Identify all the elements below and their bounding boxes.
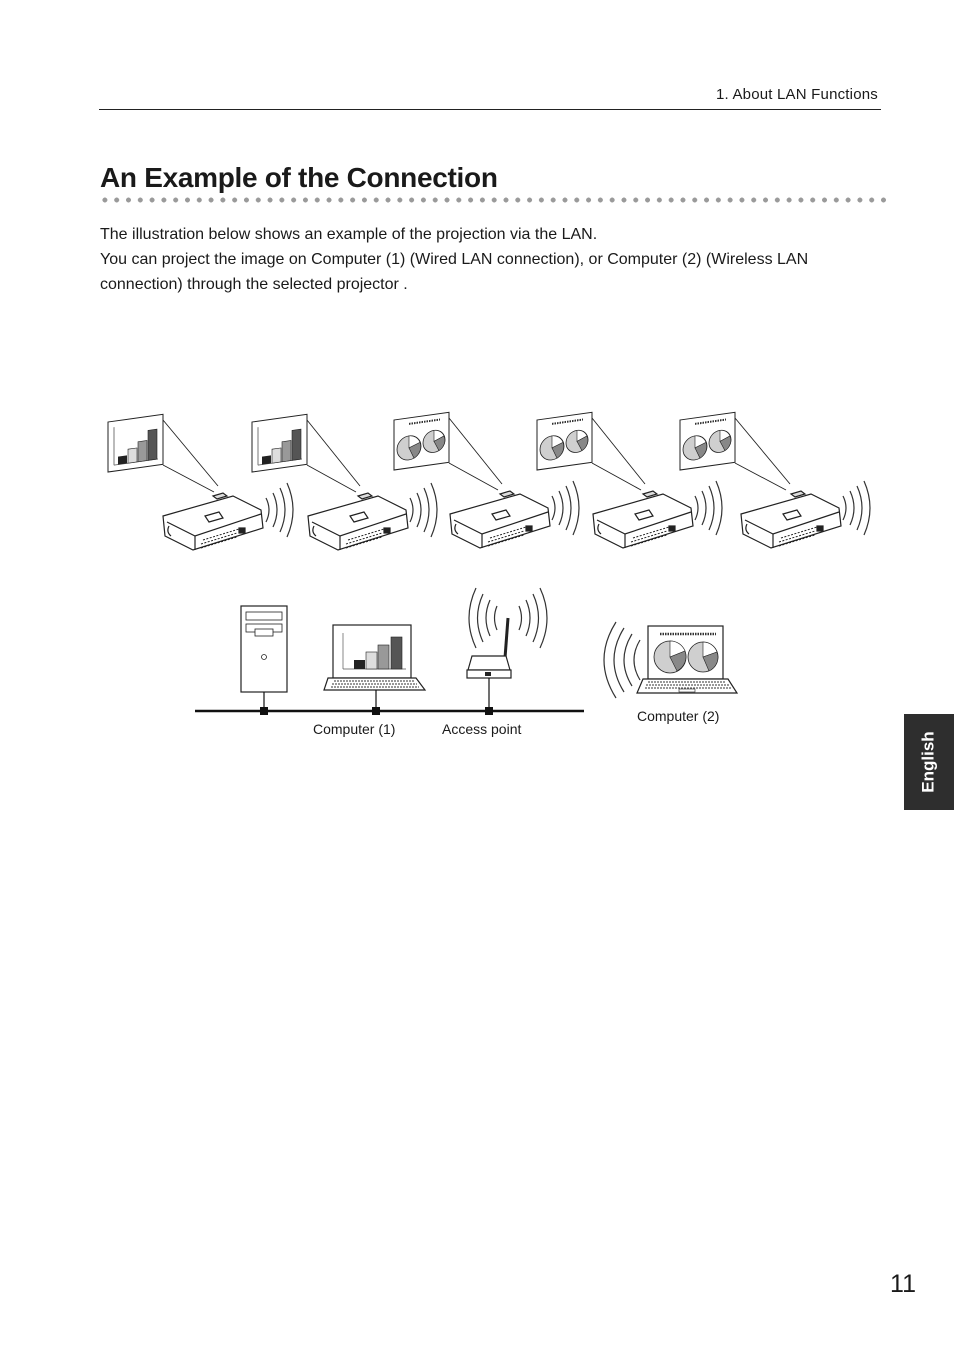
page-number: 11 — [890, 1270, 916, 1298]
projector-icon — [741, 491, 841, 548]
caption-access-point: Access point — [442, 721, 522, 737]
caption-computer-1: Computer (1) — [313, 721, 396, 737]
projector-icon — [593, 491, 693, 548]
wireless-waves-icon — [843, 481, 870, 535]
language-label: English — [919, 731, 938, 793]
intro-line-1: The illustration below shows an example of the projection via the LAN. — [100, 226, 598, 243]
projector-icon — [308, 493, 408, 550]
page-header-label: 1. About LAN Functions — [716, 86, 878, 103]
access-point-icon — [467, 588, 547, 715]
wireless-waves-icon — [552, 481, 579, 535]
laptop-computer-1-icon — [324, 625, 425, 715]
intro-line-2: You can project the image on Computer (1) (Wired LAN connection), or Computer (2) (Wireless LAN connection) through the selected projector . — [100, 251, 809, 293]
wireless-waves-icon — [695, 481, 722, 535]
tower-computer-icon — [241, 606, 287, 715]
projector-icon — [163, 493, 263, 550]
wireless-waves-icon — [266, 483, 293, 537]
wireless-waves-icon — [410, 483, 437, 537]
projector-icon — [450, 491, 550, 548]
page-title: An Example of the Connection — [100, 162, 498, 193]
caption-computer-2: Computer (2) — [637, 708, 720, 724]
laptop-computer-2-icon — [604, 622, 737, 698]
language-side-tab[interactable] — [904, 714, 954, 810]
projector-unit-5 — [680, 412, 870, 548]
